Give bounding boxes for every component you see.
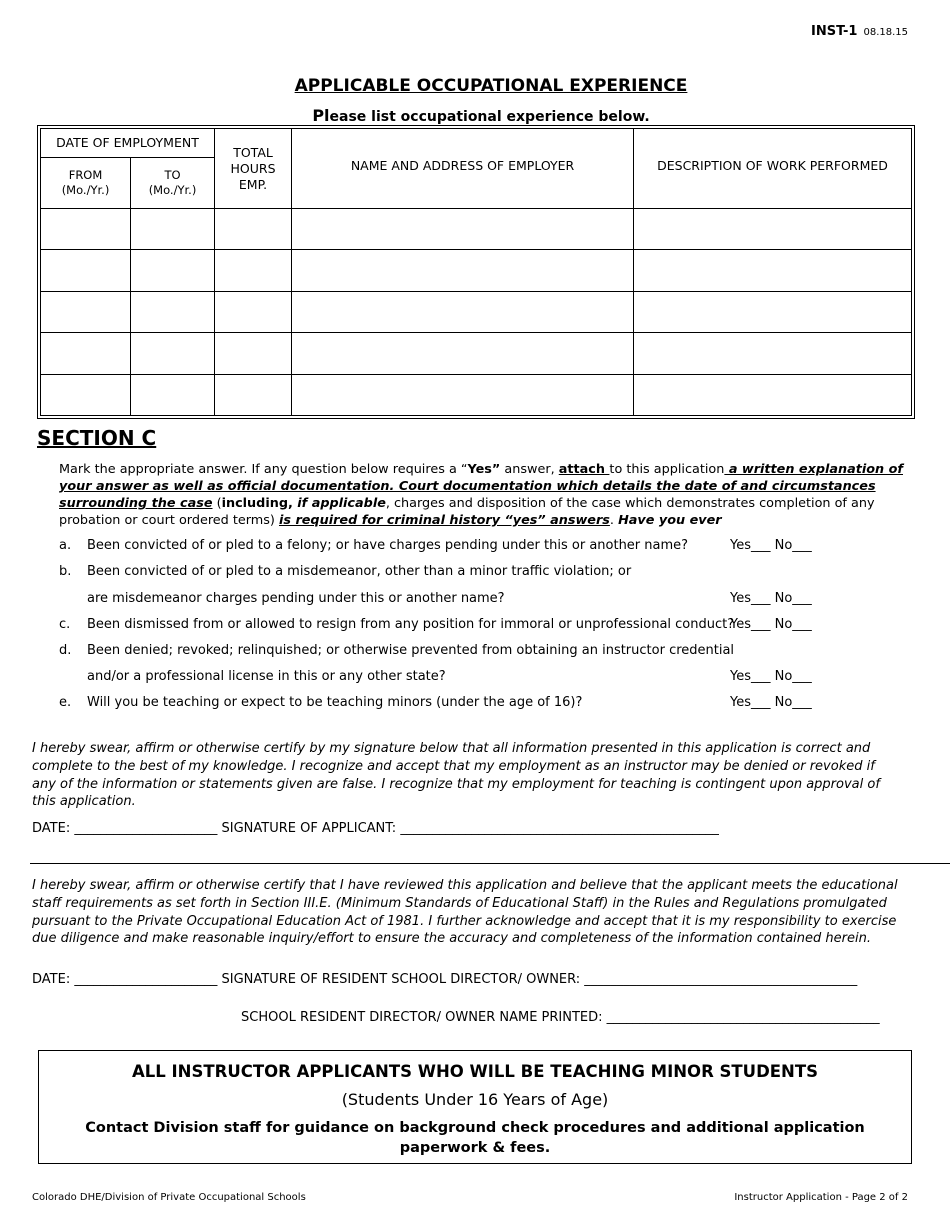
- instr-required: is required for criminal history “yes” answers: [278, 513, 610, 528]
- cell-description[interactable]: [634, 250, 912, 291]
- question-e-text: Will you be teaching or expect to be teaching minors (under the age of 16)?: [87, 695, 583, 710]
- cell-employer[interactable]: [292, 333, 634, 374]
- experience-title: APPLICABLE OCCUPATIONAL EXPERIENCE: [294, 76, 688, 96]
- footer-page-info: Instructor Application - Page 2 of 2: [734, 1192, 908, 1203]
- director-name-row: [241, 1010, 880, 1025]
- question-c-text: Been dismissed from or allowed to resign from any position for immoral or unprofessional conduct?: [87, 617, 735, 632]
- cell-description[interactable]: [634, 209, 912, 250]
- header-total-line1: TOTAL: [233, 144, 273, 160]
- applicant-date-field[interactable]: ______________________: [74, 821, 218, 836]
- section-c-instructions: [59, 461, 923, 529]
- cell-from[interactable]: [41, 374, 131, 415]
- cell-employer[interactable]: [292, 291, 634, 332]
- director-signature-label: SIGNATURE OF RESIDENT SCHOOL DIRECTOR/ OWNER:: [221, 972, 581, 987]
- director-date-field[interactable]: ______________________: [74, 972, 218, 987]
- header-total-line2: HOURS: [230, 160, 276, 176]
- question-d-text-line2: and/or a professional license in this or any other state?: [87, 669, 446, 684]
- question-e-letter: e.: [59, 695, 72, 710]
- table-row: [41, 374, 912, 415]
- header-from-sub: (Mo./Yr.): [61, 183, 110, 197]
- question-a-letter: a.: [59, 538, 72, 553]
- cell-hours[interactable]: [215, 209, 292, 250]
- question-d-answer[interactable]: Yes___ No___: [730, 669, 812, 684]
- instr-explanation: a written explanation of your answer as well as official documentation. Court documentation which details the date of and circumstances surrounding the case: [59, 462, 903, 511]
- notice-body: Contact Division staff for guidance on background check procedures and additional application paperwork & fees.: [85, 1120, 865, 1156]
- cell-hours[interactable]: [215, 250, 292, 291]
- header-from-label: FROM: [68, 168, 103, 182]
- applicant-signature-field[interactable]: _________________________________________________: [400, 821, 719, 836]
- cell-to[interactable]: [131, 333, 215, 374]
- form-date: 08.18.15: [863, 27, 908, 38]
- header-total-line3: EMP.: [238, 176, 268, 192]
- table-row: [41, 333, 912, 374]
- experience-table: [40, 128, 912, 416]
- cell-to[interactable]: [131, 374, 215, 415]
- subtitle-rest: ease list occupational experience below.: [329, 109, 650, 125]
- footer-organization: Colorado DHE/Division of Private Occupational Schools: [32, 1192, 306, 1203]
- minor-students-notice: [38, 1050, 912, 1164]
- question-a-text: Been convicted of or pled to a felony; or have charges pending under this or another name?: [87, 538, 689, 553]
- cell-to[interactable]: [131, 291, 215, 332]
- experience-table-frame: [37, 125, 915, 419]
- instr-p6: .: [609, 513, 619, 528]
- instr-p4: (: [212, 496, 222, 511]
- cell-employer[interactable]: [292, 374, 634, 415]
- instr-including: including,: [221, 496, 298, 511]
- director-name-field[interactable]: __________________________________________: [606, 1010, 880, 1025]
- cell-from[interactable]: [41, 209, 131, 250]
- question-b-text-line2: are misdemeanor charges pending under this or another name?: [87, 591, 505, 606]
- cell-employer[interactable]: [292, 209, 634, 250]
- cell-hours[interactable]: [215, 333, 292, 374]
- director-signature-field[interactable]: __________________________________________: [584, 972, 858, 987]
- instr-p5: , charges and disposition of the case which demonstrates completion of any probation or court ordered terms): [59, 496, 875, 528]
- table-row: [41, 250, 912, 291]
- question-a-answer[interactable]: Yes___ No___: [730, 538, 812, 553]
- applicant-signature-label: SIGNATURE OF APPLICANT:: [221, 821, 397, 836]
- form-code: INST-1: [810, 24, 858, 39]
- question-d-text-line1: Been denied; revoked; relinquished; or otherwise prevented from obtaining an instructor credential: [87, 643, 735, 658]
- cell-hours[interactable]: [215, 374, 292, 415]
- applicant-signature-row: [32, 821, 719, 836]
- cell-description[interactable]: [634, 374, 912, 415]
- instr-if-applicable: if applicable: [297, 496, 386, 511]
- table-row: [41, 291, 912, 332]
- subtitle-first: Pl: [312, 106, 330, 125]
- director-signature-row: [32, 972, 857, 987]
- notice-subheading: (Students Under 16 Years of Age): [341, 1090, 609, 1109]
- header-to-label: TO: [164, 168, 181, 182]
- director-date-label: DATE:: [32, 972, 71, 987]
- question-b-letter: b.: [59, 564, 72, 579]
- question-c-answer[interactable]: Yes___ No___: [730, 617, 812, 632]
- cell-description[interactable]: [634, 291, 912, 332]
- instr-p2: answer,: [500, 462, 559, 477]
- question-c-letter: c.: [59, 617, 71, 632]
- cell-from[interactable]: [41, 291, 131, 332]
- cell-hours[interactable]: [215, 291, 292, 332]
- cell-to[interactable]: [131, 209, 215, 250]
- question-e-answer[interactable]: Yes___ No___: [730, 695, 812, 710]
- header-to-sub: (Mo./Yr.): [148, 183, 197, 197]
- instr-attach: attach: [558, 462, 610, 477]
- applicant-certification-text: I hereby swear, affirm or otherwise certify by my signature below that all information presented in this application is correct and complete to the best of my knowledge. I recognize and accept that my employment as an instructor may be denied or revoked if any of the information or statements given are false. I recognize that my employment for teaching is contingent upon approval of this application.: [32, 741, 880, 810]
- table-row: [41, 209, 912, 250]
- notice-heading: ALL INSTRUCTOR APPLICANTS WHO WILL BE TEACHING MINOR STUDENTS: [132, 1062, 818, 1081]
- header-from: [41, 158, 131, 209]
- instr-p1: Mark the appropriate answer. If any question below requires a “: [59, 462, 468, 477]
- section-c-title: SECTION C: [37, 426, 157, 450]
- header-to: [131, 158, 215, 209]
- cell-description[interactable]: [634, 333, 912, 374]
- header-description: DESCRIPTION OF WORK PERFORMED: [634, 129, 912, 209]
- question-b-answer[interactable]: Yes___ No___: [730, 591, 812, 606]
- question-d-letter: d.: [59, 643, 72, 658]
- form-id: [811, 24, 908, 39]
- cell-from[interactable]: [41, 333, 131, 374]
- header-date-of-employment: DATE OF EMPLOYMENT: [41, 129, 215, 158]
- question-b-text-line1: Been convicted of or pled to a misdemeanor, other than a minor traffic violation; or: [87, 564, 632, 579]
- applicant-date-label: DATE:: [32, 821, 71, 836]
- header-employer: NAME AND ADDRESS OF EMPLOYER: [292, 129, 634, 209]
- instr-have-you-ever: Have you ever: [618, 513, 722, 528]
- divider: [30, 863, 950, 864]
- cell-employer[interactable]: [292, 250, 634, 291]
- instr-p3: to this application: [609, 462, 725, 477]
- header-total-hours: [215, 129, 292, 209]
- director-name-label: SCHOOL RESIDENT DIRECTOR/ OWNER NAME PRINTED:: [241, 1010, 603, 1025]
- cell-to[interactable]: [131, 250, 215, 291]
- director-certification-text: I hereby swear, affirm or otherwise certify that I have reviewed this application and believe that the applicant meets the educational staff requirements as set forth in Section III.E. (Minimum Standards of Educational Staff) in the Rules and Regulations promulgated pursuant to the Private Occupational Education Act of 1981. I further acknowledge and accept that it is my responsibility to exercise due diligence and make reasonable inquiry/effort to ensure the accuracy and completeness of the information contained herein.: [32, 878, 898, 947]
- cell-from[interactable]: [41, 250, 131, 291]
- instr-yes: Yes”: [467, 462, 501, 477]
- experience-subtitle: [0, 106, 950, 125]
